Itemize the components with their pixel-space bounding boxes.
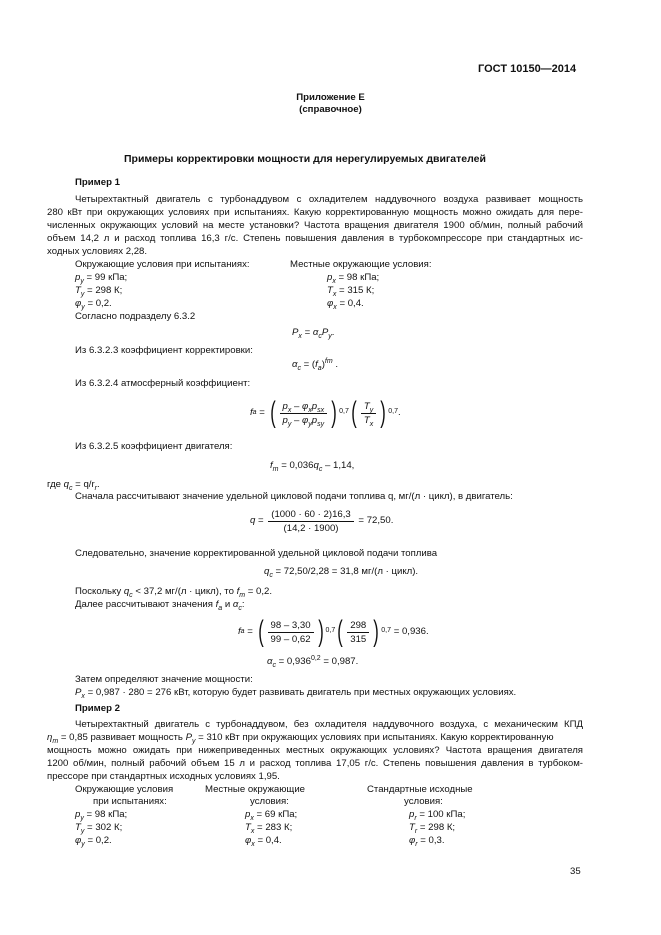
- formula-q: q = $\frac{(1000 \cdot 60 \cdot 2)16,3}{(14,2 \cdot 1900)}$ = 72,50.: [250, 508, 394, 534]
- example2-intro-line: прессоре при стандартных исходных условиях 1,95.: [47, 771, 280, 782]
- col2-temperature: $T_x = 283$ К;: [245, 822, 293, 835]
- local-temperature: $T_x = 315$ К;: [327, 285, 375, 298]
- test-humidity: $\varphi_y = 0,2$.: [75, 298, 112, 311]
- col2-humidity: $\varphi_x = 0,4$.: [245, 835, 282, 848]
- example1-heading: Пример 1: [75, 177, 120, 188]
- ref-6-3-2-5: Из 6.3.2.5 коэффициент двигателя:: [75, 441, 233, 452]
- ref-6-3-2: Согласно подразделу 6.3.2: [75, 311, 196, 322]
- standard-number: ГОСТ 10150—2014: [478, 63, 577, 75]
- col2-title: Местные окружающие: [205, 784, 306, 795]
- test-temperature: $T_y = 298$ К;: [75, 285, 123, 298]
- consequently-text: Следовательно, значение корректированной удельной цикловой подачи топлива: [75, 548, 438, 559]
- local-pressure: $p_x = 98$ кПа;: [327, 272, 380, 285]
- example1-intro-line: Четырехтактный двигатель с турбонаддувом с охладителем наддувочного воздуха развивает мощность: [75, 194, 583, 205]
- appendix-title: Приложение Е: [296, 92, 365, 103]
- formula-fa-numeric: f a = ( $\frac{98 - 3,30}{99 - 0,62}$ ) 0,7 ( $\frac{298}{315}$ ) 0,7 = 0,936.: [238, 615, 429, 648]
- where-qc: где $q_c = q/r_r$.: [47, 479, 100, 492]
- col1-subtitle: при испытаниях:: [93, 796, 167, 807]
- example2-intro-line: мощность можно ожидать при нижеприведенных местных окружающих условиях? Частота вращения двигателя: [47, 745, 583, 756]
- q-calc-text: Сначала рассчитывают значение удельной цикловой подачи топлива q, мг/(л · цикл), в двигатель:: [75, 491, 513, 502]
- ref-6-3-2-3: Из 6.3.2.3 коэффициент корректировки:: [75, 345, 253, 356]
- test-pressure: $p_y = 99$ кПа;: [75, 272, 128, 285]
- power-result: $P_x = 0,987 \cdot 280 = 276$ кВт, которую будет развивать двигатель при местных окружающих условиях.: [75, 687, 517, 700]
- example2-heading: Пример 2: [75, 703, 120, 714]
- col3-subtitle: условия:: [404, 796, 443, 807]
- col3-temperature: $T_r = 298$ К;: [409, 822, 456, 835]
- example1-intro-line: объем 14,2 л и расход топлива 16,3 г/с. Степень повышения давления в турбокомпрессоре при стандартных ис-: [47, 233, 583, 244]
- col1-humidity: $\varphi_y = 0,2$.: [75, 835, 112, 848]
- col1-title: Окружающие условия: [75, 784, 174, 795]
- example2-intro-line: 1200 об/мин, полный рабочий объем 15 л и расход топлива 17,05 г/с. Степень повышения давления в турбоком-: [47, 758, 583, 769]
- section-title: Примеры корректировки мощности для нерегулируемых двигателей: [124, 153, 486, 165]
- formula-fa: f a = ( $\frac{p_x - \varphi_xp_{sx}}{p_y - \varphi_yp_{sy}}$ ) 0,7 ( $\frac{T_y}{T_x}$ ) 0,7 .: [250, 396, 401, 429]
- formula-px: $P_x = \alpha_cP_y$.: [292, 327, 335, 340]
- then-text: Затем определяют значение мощности:: [75, 674, 253, 685]
- col2-pressure: $p_x = 69$ кПа;: [245, 809, 298, 822]
- formula-alpha-numeric: $\alpha_c = 0,936^{0,2} = 0,987$.: [267, 654, 359, 669]
- page-number: 35: [570, 866, 581, 877]
- col2-subtitle: условия:: [250, 796, 289, 807]
- formula-qc: $q_c = 72,50/2,28 = 31,8$ мг/(л · цикл).: [264, 566, 419, 579]
- since-text: Поскольку $q_c < 37,2$ мг/(л · цикл), то $f_m = 0,2$.: [75, 586, 273, 599]
- local-conditions-title: Местные окружающие условия:: [290, 259, 432, 270]
- ref-6-3-2-4: Из 6.3.2.4 атмосферный коэффициент:: [75, 378, 251, 389]
- example1-intro-line: численных окружающих условий на месте установки? Частота вращения двигателя 1900 об/мин, полный рабочий: [47, 220, 583, 231]
- example2-intro-line: Четырехтактный двигатель с турбонаддувом, без охладителя наддувочного воздуха, с механическим КПД: [75, 719, 583, 730]
- formula-alpha: $\alpha_c = (f_a)^{fm}$ .: [292, 357, 339, 372]
- further-text: Далее рассчитывают значения $f_a$ и $\alpha_c$:: [75, 599, 245, 612]
- example2-intro-line: $\eta_m = 0,85$ развивает мощность $P_y = 310$ кВт при окружающих условиях при испытаниях. Какую корректированную: [47, 732, 554, 745]
- col3-humidity: $\varphi_r = 0,3$.: [409, 835, 445, 848]
- col1-pressure: $p_y = 98$ кПа;: [75, 809, 128, 822]
- col1-temperature: $T_y = 302$ К;: [75, 822, 123, 835]
- example1-intro-line: ходных условиях 2,28.: [47, 246, 148, 257]
- col3-pressure: $p_r = 100$ кПа;: [409, 809, 466, 822]
- formula-fm: $f_m = 0,036q_c - 1,14$,: [270, 460, 355, 473]
- example1-intro-line: 280 кВт при окружающих условиях при испытаниях. Какую корректированную мощность можно ожидать для пере-: [47, 207, 583, 218]
- local-humidity: $\varphi_x = 0,4$.: [327, 298, 364, 311]
- col3-title: Стандартные исходные: [367, 784, 473, 795]
- test-conditions-title: Окружающие условия при испытаниях:: [75, 259, 250, 270]
- appendix-subtitle: (справочное): [299, 104, 362, 115]
